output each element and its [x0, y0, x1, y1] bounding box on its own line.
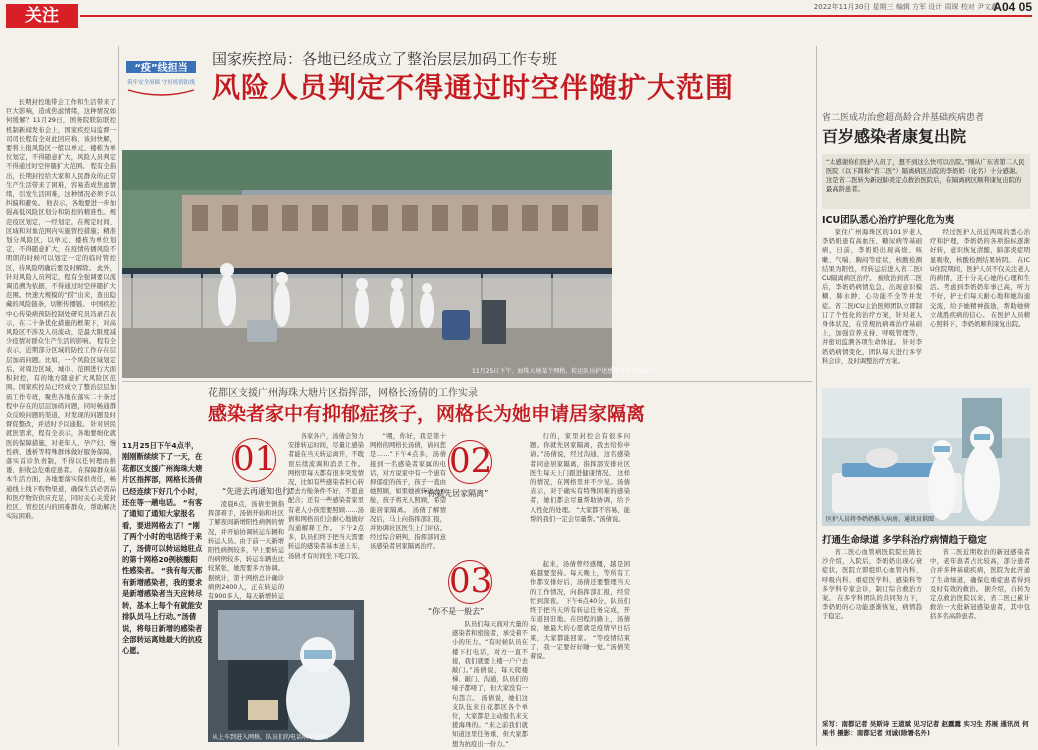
right-story-photo — [822, 388, 1030, 526]
section-subtitle-02: “你就先居家隔离” — [424, 489, 489, 498]
section02-text-2: 行的，家里封控会有很多问题。你就先居家隔离，我去给你申请。”汤倩说，经过沟通，这名感染者同意居家隔离，指挥部安排社区医生每天上门跟进健康情况。 这样的情况，在网格里并不少见。汤倩表示，对于确实有特殊困难的感染者，她们都会尽量帮助协调，给予人性化的处理。 “大家都不容易，能帮的我们一定会尽量帮。”汤倩说。 — [530, 433, 630, 523]
section03-text-2: 起来，汤倩曾经感慨，越是困难越要坚持。每天晚上，等所有工作都安排好后，汤倩还要整理当天的工作情况，向指挥部汇报，经常忙到深夜。 下午6点40分，队员们终于把当天所有转运任务完成，开车返回驻地。在回程的路上，汤倩说，她最大的心愿就是疫情早日结束，大家都能回家。 “等疫情结束了，我一定要好好睡一觉。”汤倩笑着说。 — [530, 561, 630, 661]
feature-photo-caption: 11月25日下午，海珠大塘某个网格，转运队员护送感染者去往隔离点。 — [472, 368, 662, 375]
right-story-headline: 百岁感染者康复出院 — [822, 127, 967, 146]
right-section2-text-2: 省二医近期收治的新冠感染者中，老年患者占比较高，部分患者合并多种基础疾病，医院为此开通了生命绿道，确保危重症患者得到及时有效的救治。 据介绍，自转为定点救治医院以来，省二医已累计救治一大批新冠感染患者，其中包括多名高龄患者。 — [930, 549, 1030, 621]
feature-logo — [122, 58, 200, 100]
left-column — [6, 98, 116, 743]
section02-column-1 — [370, 432, 446, 742]
right-photo-caption: 医护人员将李奶奶推入病房。通讯员供图 — [826, 516, 935, 523]
date-line: 2022年11月30日 星期三 编辑 方军 设计 周琛 校对 尹文鑫 — [813, 3, 998, 11]
feature-photo — [122, 150, 662, 378]
lower-story-headline: 感染者家中有抑郁症孩子，网格长为她申请居家隔离 — [208, 403, 646, 425]
lower-story-kicker: 花都区支援广州海珠大塘片区指挥部，网格长汤倩的工作实录 — [208, 388, 478, 399]
left-column-text: 长期封控地带会工作和生活带来了巨大影响，造成焦虑情绪，这种情况如何缓解？11月29日，国务院联防联控机制新闻发布会上，国家疾控局监督一司司长程有全对此回应称，该封快解，要将上报风险区一般以单元、楼栋为单位划定，不得随意扩大，风险人员判定不得通过时空伴随扩大范围。 程有全指出，长期封控给大家和人民群众的正常生产生活带来了困难，容易造成焦虑情绪，引发生活困难，这种情况必须予以纠偏和避免。 他表示，各地要进一步加强高低风险区划分和防控的精准性。规范疫区划定，一经划定，在规定时间、区域和对象范围内实施管控措施；精准划分风险区，以单元、楼栋为单位划定，不得随意扩大，在疫情传播风险不明朗的时候可以划定一定的临时管控区，待风险明确后要及时解除。 此外，针对风险人员判定，程有全强调要以流调追溯为依据，不得通过时空伴随扩大范围。快速大规模的“捞”出来，查出隐藏的风险链条，切断传播链。 中国疾控中心传染病预防控制处研究员冯录召表示，在二十条优化措施的框架下，对高风险区不涉及人员流动，是最大限度减少疫情对群众生产生活的影响。 程有全表示，近期部分区域的防控工作存在层层加码问题。比如，一个风险区域划定后，对周边区域、城市、范围进行大面积封控，有的地方随意扩大风险区范围。国家疾控局已经成立了整治层层加码工作专班，聚焦各地在落实二十条过程中存在的层层加码问题，同时畅通群众反映问题的渠道，对发现的问题及时督促整改，并适时予以通报。 针对居民就医需求，程有全表示，各地要细化就医的保障措施，对老年人、孕产妇、慢性病、透析等特殊群体做好服务保障，落实首诊负责制，不得以任何理由推诿、拒收急危重症患者。 在保障群众基本生活方面，各地要落实保供责任，畅通线上线下购物渠道，确保生活必需品和医疗物资供应充足，同时关心关爱封控区、管控区内的困难群众，帮助解决实际困难。 — [6, 99, 116, 521]
lower-photo-caption: 从上车到进入网格，队员们的电话响个不停。 — [212, 734, 333, 741]
feature-headline: 风险人员判定不得通过时空伴随扩大范围 — [212, 71, 735, 104]
page-number: A04 05 — [993, 0, 1032, 14]
right-section2-column-2 — [930, 548, 1030, 716]
right-story-credits: 采写：南都记者 吴斯诗 王道斌 见习记者 赵露露 实习生 苏展 通讯员 何果书 摄影：南都记者 刘诚(除署名外) — [822, 720, 1029, 737]
logo-art-icon — [122, 58, 200, 100]
section03-column-2 — [530, 560, 630, 742]
section-tag: 关注 — [6, 4, 78, 28]
section-subtitle-03: “你不是一般去” — [428, 607, 485, 616]
header-rule — [80, 15, 1032, 17]
medical-staff-illustration — [822, 388, 1030, 526]
right-section1-text-2: 经过医护人员近两周的悉心治疗和护理，李奶奶的各项指标逐渐好转，意识恢复清醒，肺部炎症明显吸收，核酸检测结果转阴。 在ICU住院期间，医护人员不仅关注老人的病情，还十分关心她的心理和生活。考虑到李奶奶年事已高，听力不好，护士们每天耐心地和她沟通交流，给予她精神鼓励，帮助她树立战胜疾病的信心。 在医护人员精心照料下，李奶奶顺利康复出院。 — [930, 229, 1030, 329]
section-subtitle-01: “先进去再通知也行” — [222, 487, 295, 496]
story-divider — [122, 381, 812, 382]
right-column-divider — [816, 46, 817, 746]
section02-text-1: “喂，你好，我是第十网格的网格长汤倩，请问您是……”下午4点多，汤倩接到一名感染者家属的电话，对方说家中有一个患有抑郁症的孩子，孩子一直由她照顾，如果她被转运去方舱，孩子将无人照顾，希望能居家隔离。 汤倩了解情况后，马上向指挥部汇报，并协调社区医生上门评估。经过综合研判，指挥部同意该感染者居家隔离治疗。 — [370, 433, 446, 551]
section03-text-1: 队员们每天面对大量的感染者和密接者，承受着不小的压力。“有时候队员在楼下打电话，对方一直不接，我们就要上楼一户户去敲门。”汤倩说，每天爬楼梯、敲门、沟通，队员们的嗓子都哑了，但大家没有一句怨言。 汤倩说，她们这支队伍来自花都区各个单位，大家都是主动报名来支援海珠的。“来之前我们就知道这里任务重，但大家都想为抗疫出一份力。” — [452, 621, 528, 748]
right-story-kicker: 省二医成功治愈超高龄合并基础疾病患者 — [822, 113, 985, 123]
right-section-title-icu: ICU团队悉心治疗护理化危为夷 — [822, 215, 955, 226]
right-section2-column-1 — [822, 548, 922, 716]
column-divider — [118, 46, 119, 746]
page-header — [0, 0, 1038, 30]
right-story-quote: “太感谢你们医护人员了，想不到这么快可以出院。”刚从广东省第二人民医院（以下简称“省二医”）隔离病区出院的李奶奶（化名）十分感谢。这是省二医转为新冠肺炎定点救治医院后，在隔离病区顺利康复出院的最高龄患者。 — [822, 154, 1030, 209]
section-badge-01: 01 — [232, 438, 276, 482]
section02-column-2 — [530, 432, 630, 554]
section01-text-2: 各家各户，汤倩会努力安排转运时间，尽量让感染者能在当天转运离开，不耽误后续流调和消杀工作。 网格里每天都有很多突发情况，比如有些感染者担心转运去方舱条件不好，不愿意配合；还有一些感染者家里有老人小孩需要照顾……汤倩和网格员们会耐心地做好沟通解释工作。 下午2点多，队员们终于把当天需要转运的感染者基本送上车，汤倩才有时间坐下吃口饭。 — [288, 433, 364, 560]
logo-main-text: “疫”线担当 — [134, 63, 188, 74]
right-section1-column-1 — [822, 228, 922, 383]
section01-column-1 — [208, 500, 284, 601]
vehicle-interior-illustration — [208, 600, 364, 742]
right-section1-text-1: 家住广州海珠区的101岁老人李奶奶患有高血压、糖尿病等基础病，日前，李奶奶出现高烧、咳嗽、气喘、胸闷等症状，核酸检测结果为阳性，经转运后进入省二医ICU隔离病区治疗。 被收治到省二医后，李奶奶病情危急，出现意识模糊、肺水肿、心功能不全等并发症。省二医ICU主治医师团队立即制订了个性化的治疗方案，针对老人身体状况，在常规抗病毒治疗基础上，加强营养支持、呼吸管理等，并密切监测各项生命体征。 针对李奶奶病情变化，团队每天进行多学科会诊，及时调整治疗方案。 — [822, 229, 922, 365]
section-badge-03: 03 — [448, 560, 492, 604]
logo-sub-text: 筑牢安全屏障 守好疫情防线 — [127, 80, 195, 86]
feature-kicker: 国家疾控局：各地已经成立了整治层层加码工作专班 — [212, 50, 558, 68]
street-scene-illustration — [122, 150, 612, 378]
right-section-title-green-path: 打通生命绿道 多学科治疗病情趋于稳定 — [822, 535, 987, 546]
lower-story-photo — [208, 600, 364, 742]
right-section2-text-1: 省二医心血管病医院院长陈长沙介绍，入院后，李奶奶出现心衰症状，医院立即组织心血管内科、呼吸内科、重症医学科、感染科等多学科专家会诊，制订综合救治方案。 在多学科团队的共同努力下，李奶奶的心功能逐渐恢复，病情趋于稳定。 — [822, 549, 922, 621]
lower-story-lead: 11月25日下午4点半，刚刚断续续下了一天，在花都区支援广州海珠大塘片区指挥部，网格长汤倩已经连续下好几个小时，还在等一趟电话。 “有客了通知了通知大家报名看，要进网格去了！”刚了两个小时的电话终于来了，汤倩可以转运她驻点的第十网格20例核酸阳性感染者。 “我有每天都有新增感染者，我的要求是新增感染者当天应转尽转，基本上每个有就能安排队员马上行动。”汤倩说，将每日新增的感染者全部转运离她最大的抗疫心愿。 — [122, 441, 203, 656]
section-badge-02: 02 — [448, 440, 492, 484]
right-section1-column-2 — [930, 228, 1030, 383]
section01-text-1: 凌晨6点，汤倩坐镇指挥部着手，汤倩开始和社区了解夜间新增阳性病例的情况，并开始协调转运车辆和转运人员。由于前一天新增阳性病例较多，早上要转运的病例较多，转运车辆也比较紧张，她需要多方协调。 据统计，第十网格总计确诊病例2400人，正在转运的有900多人，每天新增转运 — [208, 501, 284, 601]
section03-column-1 — [452, 620, 528, 748]
